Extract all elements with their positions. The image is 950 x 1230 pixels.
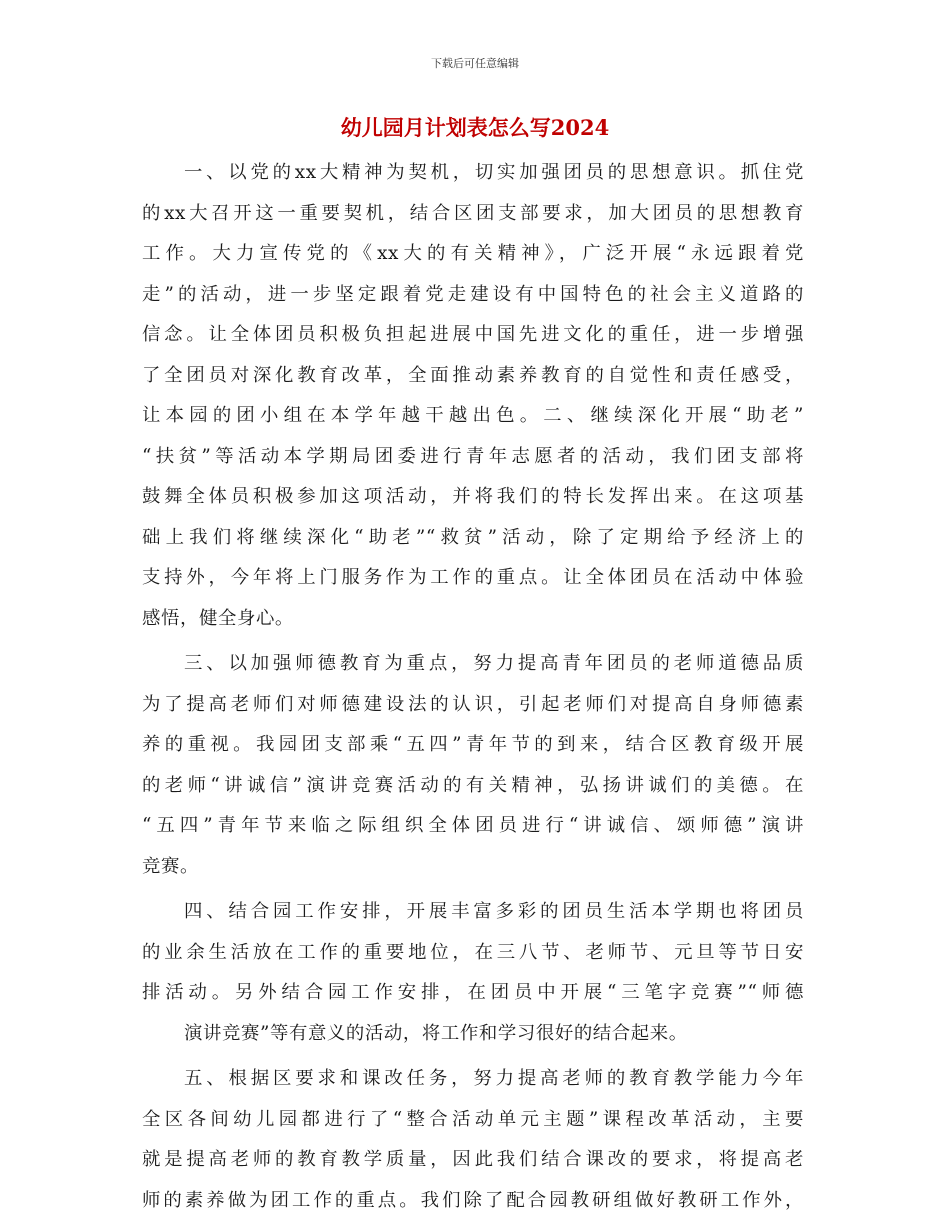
body-line: 的业余生活放在工作的重要地位，在三八节、老师节、元旦等节日安: [142, 941, 804, 963]
body-line: 走”的活动，进一步坚定跟着党走建设有中国特色的社会主义道路的: [142, 283, 804, 305]
body-line: 鼓舞全体员积极参加这项活动，并将我们的特长发挥出来。在这项基: [142, 486, 804, 507]
body-line: 的xx大召开这一重要契机，结合区团支部要求，加大团员的思想教育: [142, 202, 804, 224]
body-line: 了全团员对深化教育改革，全面推动素养教育的自觉性和责任感受，: [142, 364, 804, 386]
body-line: 感悟，健全身心。: [142, 607, 294, 629]
body-line: 为了提高老师们对师德建设法的认识，引起老师们对提高自身师德素: [142, 693, 804, 715]
header-note: 下载后可任意编辑: [431, 57, 519, 70]
body-line: 竞赛。: [142, 855, 199, 877]
body-line: 工作。大力宣传党的《xx大的有关精神》，广泛开展“永远跟着党: [142, 243, 804, 264]
body-line: 础上我们将继续深化“助老”“救贫”活动，除了定期给予经济上的: [142, 526, 804, 548]
body-line: 五、根据区要求和课改任务，努力提高老师的教育教学能力今年: [184, 1068, 804, 1089]
body-line: 就是提高老师的教育教学质量，因此我们结合课改的要求，将提高老: [142, 1149, 804, 1170]
body-line: 的老师“讲诚信”演讲竞赛活动的有关精神，弘扬讲诚们的美德。在: [142, 774, 804, 796]
body-line: 一、以党的xx大精神为契机，切实加强团员的思想意识。抓住党: [184, 162, 804, 183]
document-body: [142, 153, 804, 1221]
body-line: 演讲竞赛”等有意义的活动，将工作和学习很好的结合起来。: [184, 1022, 688, 1044]
body-line: “扶贫”等活动本学期局团委进行青年志愿者的活动，我们团支部将: [142, 445, 804, 467]
body-line: 排活动。另外结合园工作安排，在团员中开展“三笔字竞赛”“师德: [142, 982, 804, 1003]
body-line: “五四”青年节来临之际组织全体团员进行“讲诚信、颂师德”演讲: [142, 815, 804, 836]
body-line: 师的素养做为团工作的重点。我们除了配合园教研组做好教研工作外，: [142, 1189, 804, 1211]
body-line: 四、结合园工作安排，开展丰富多彩的团员生活本学期也将团员: [184, 901, 804, 922]
body-line: 支持外，今年将上门服务作为工作的重点。让全体团员在活动中体验: [142, 567, 804, 588]
body-line: 让本园的团小组在本学年越干越出色。二、继续深化开展“助老”: [142, 405, 804, 426]
body-line: 三、以加强师德教育为重点，努力提高青年团员的老师道德品质: [184, 653, 804, 674]
body-line: 信念。让全体团员积极负担起进展中国先进文化的重任，进一步增强: [142, 324, 804, 345]
body-line: 养的重视。我园团支部乘“五四”青年节的到来，结合区教育级开展: [142, 734, 804, 755]
document-title: 幼儿园月计划表怎么写2024: [340, 115, 610, 140]
body-line: 全区各间幼儿园都进行了“整合活动单元主题”课程改革活动，主要: [142, 1108, 804, 1130]
